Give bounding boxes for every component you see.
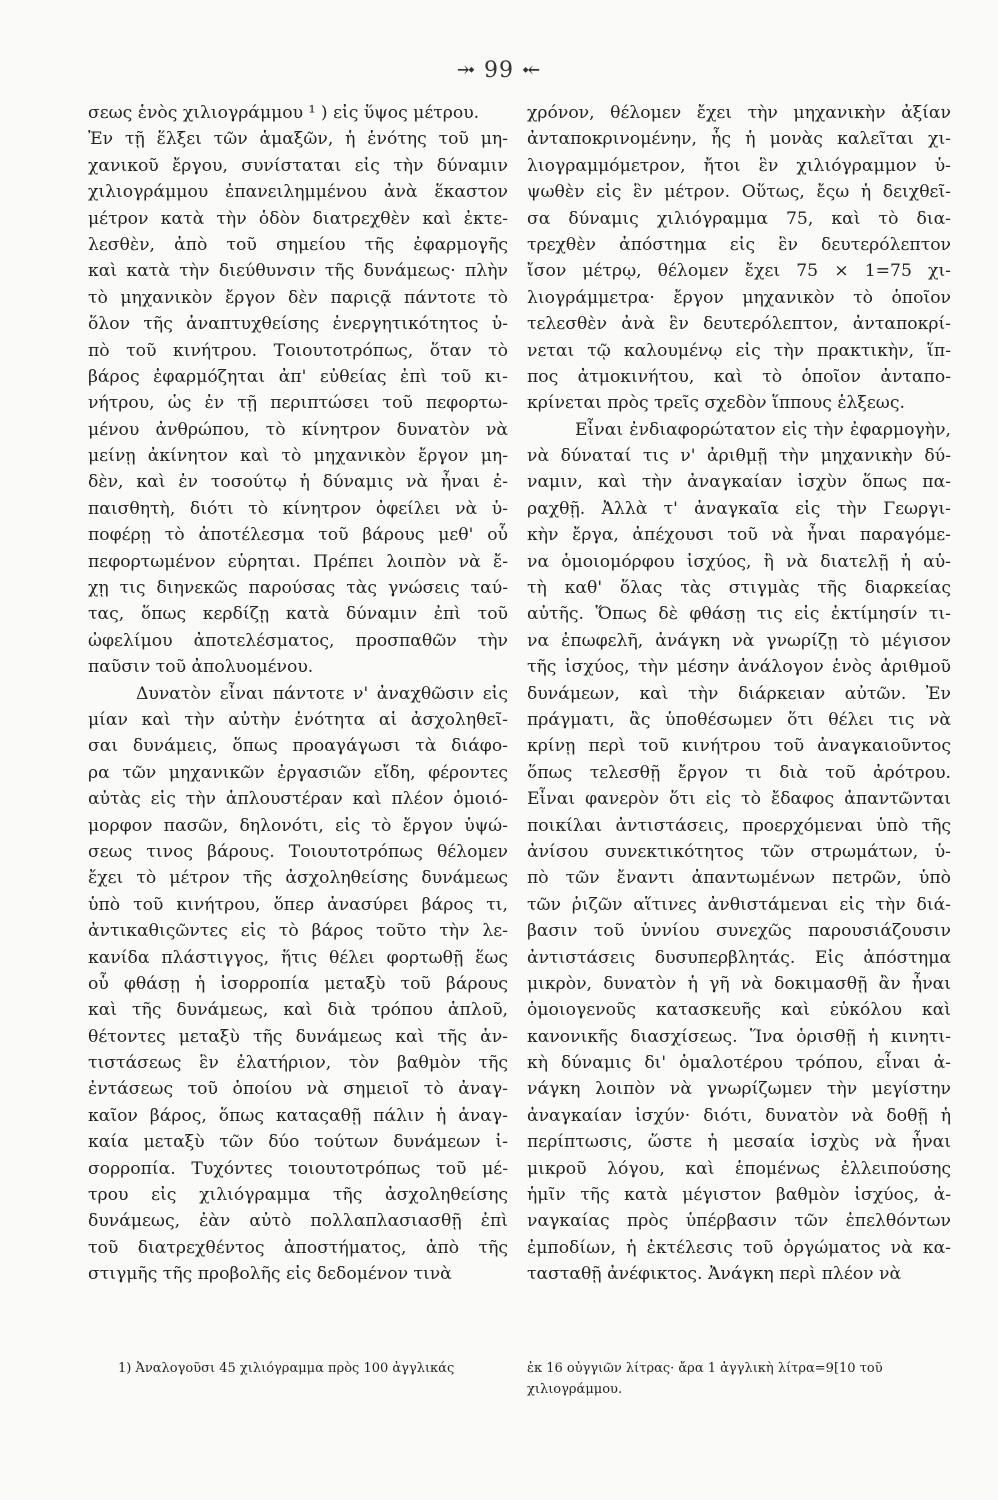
text-line: χανικοῦ ἔργου, συνίσταται εἰς τὴν δύναμιν (88, 155, 508, 176)
text-line: μίαν καὶ τὴν αὐτὴν ἑνότητα αἱ ἀσχοληθεῖ- (88, 709, 508, 730)
text-line: παῦσιν τοῦ ἀπολυομένου. (88, 657, 314, 678)
text-line: μορφον πασῶν, δηλονότι, εἰς τὸ ἔργον ὑψώ- (88, 815, 508, 836)
text-line: ρα τῶν μηχανικῶν ἐργασιῶν εἴδη, φέροντες (88, 762, 508, 783)
text-line: ὠφελίμου ἀποτελέσματος, προσπαθῶν τὴν (88, 630, 508, 651)
text-line: ὁμοιογενοῦς κατασκευῆς καὶ εὐκόλου καὶ (527, 1000, 951, 1021)
text-line: μικροῦ λόγου, καὶ ἑπομένως ἐλλειπούσης (527, 1158, 951, 1179)
left-column (88, 100, 508, 1288)
text-line: καὶ τῆς δυνάμεως, καὶ διὰ τρόπου ἁπλοῦ, (88, 1000, 508, 1021)
text-line: στιγμῆς τῆς προβολῆς εἰς δεδομένον τινὰ (88, 1264, 452, 1285)
text-line: λιογράμμετρα· ἔργον μηχανικὸν τὸ ὁποῖον (527, 287, 951, 308)
text-line: νεται τῷ καλουμένῳ εἰς τὴν πρακτικὴν, ἵπ- (527, 340, 951, 361)
text-line: ἀναγκαίαν ἰσχύν· διότι, δυνατὸν νὰ δοθῇ ἡ (527, 1105, 951, 1126)
text-line: βασιν τοῦ ὑννίου συνεχῶς παρουσιάζουσιν (527, 921, 951, 942)
text-line: ποικίλαι ἀντιστάσεις, προερχόμεναι ὑπὸ τῆς (527, 815, 951, 836)
footnote-right-line1: ἐκ 16 οὐγγιῶν λίτρας· ἄρα 1 ἀγγλικὴ λίτρα=9[10 τοῦ (527, 1361, 883, 1376)
text-line: Εἶναι ἐνδιαφορώτατον εἰς τὴν ἐφαρμογὴν, (575, 419, 951, 440)
text-line: τασταθῇ ἀνέφικτος. Ἀνάγκη περὶ πλέον νὰ (527, 1264, 902, 1285)
text-line: ναμιν, καὶ τὴν ἀναγκαίαν ἰσχὺν ὅπως πα- (527, 472, 951, 493)
text-line: κρίνῃ περὶ τοῦ κινήτρου τοῦ ἀναγκαιοῦντος (527, 736, 951, 757)
text-line: πὸ τοῦ κινήτρου. Τοιουτοτρόπως, ὅταν τὸ (88, 340, 508, 361)
text-line: σαι δυνάμεις, ὅπως προαγάγωσι τὰ διάφο- (88, 736, 508, 757)
text-line: καῖον βάρος, ὅπως καταςαθῇ πάλιν ἡ ἀναγ- (88, 1105, 508, 1126)
text-line: τρου εἰς χιλιόγραμμα τῆς ἀσχοληθείσης (88, 1185, 508, 1206)
text-line: μένου ἀνθρώπου, τὸ κίνητρον δυνατὸν νὰ (88, 419, 508, 440)
text-line: ὅπως τελεσθῇ ἔργον τι διὰ τοῦ ἀρότρου. (527, 762, 951, 783)
text-line: ποφέρῃ τὸ ἀποτέλεσμα τοῦ βάρους μεθ' οὗ (88, 525, 508, 546)
text-line: πεφορτωμένον εὑρηται. Πρέπει λοιπὸν νὰ ἔ- (88, 551, 508, 572)
text-line: παισθητὴ, διότι τὸ κίνητρον ὀφείλει νὰ ὑ- (88, 498, 508, 519)
text-line: ψωθὲν εἰς ἓν μέτρον. Οὕτως, ἔςω ἡ δειχθεῖ- (527, 182, 951, 203)
right-column (527, 100, 951, 1288)
text-line: αὐτῆς. Ὅπως δὲ φθάσῃ τις εἰς ἐκτίμησίν τι- (527, 604, 951, 625)
text-line: ἀντικαθιςῶντες εἰς τὸ βάρος τοῦτο τὴν λε- (88, 921, 508, 942)
text-line: θέτοντες μεταξὺ τῆς δυνάμεως καὶ τῆς ἀν- (88, 1026, 508, 1047)
text-line: ἀνταποκρινομένην, ἧς ἡ μονὰς καλεῖται χι- (527, 129, 951, 150)
text-line: Εἶναι φανερὸν ὅτι εἰς τὸ ἔδαφος ἀπαντῶνται (527, 789, 951, 810)
text-line: δυνάμεων, καὶ τὴν διάρκειαν αὐτῶν. Ἐν (527, 683, 951, 704)
text-line: χῃ τις διηνεκῶς παρούσας τὰς γνώσεις ταύ- (88, 578, 508, 599)
text-line: κανίδα πλάστιγγος, ἥτις θέλει φορτωθῇ ἕως (88, 947, 508, 968)
text-line: κρίνεται πρὸς τρεῖς σχεδὸν ἵππους ἑλξεως. (527, 393, 905, 414)
text-line: μείνῃ ἀκίνητον καὶ τὸ μηχανικὸν ἔργον μη- (88, 446, 508, 467)
text-line: να ὁμοιομόρφου ἰσχύος, ἢ νὰ διατελῇ ἡ αὐ- (527, 551, 951, 572)
text-line: ἀντιστάσεις δυσυπερβλητάς. Εἰς ἀπόστημα (527, 947, 951, 968)
text-line: ὑπὸ τοῦ κινήτρου, ὅπερ ἀνασύρει βάρος τι, (88, 894, 508, 915)
text-line: ἐμποδίων, ἡ ἐκτέλεσις τοῦ ὀργώματος νὰ κα- (527, 1237, 951, 1258)
text-line: βάρος ἐφαρμόζηται ἀπ' εὐθείας ἐπὶ τοῦ κι- (88, 366, 508, 387)
text-line: ραχθῇ. Ἀλλὰ τ' ἀναγκαῖα εἰς τὴν Γεωργι- (527, 498, 951, 519)
text-line: Ἐν τῇ ἕλξει τῶν ἁμαξῶν, ἡ ἑνότης τοῦ μη- (88, 129, 508, 150)
text-line: σεως τινος βάρους. Τοιουτοτρόπως θέλομεν (88, 841, 508, 862)
text-line: τας, ὅπως κερδίζῃ κατὰ δύναμιν ἐπὶ τοῦ (88, 604, 508, 625)
text-line: λεσθὲν, ἀπὸ τοῦ σημείου τῆς ἐφαρμογῆς (88, 234, 508, 255)
text-line: τὴ καθ' ὅλας τὰς στιγμὰς τῆς διαρκείας (527, 578, 951, 599)
text-line: ἴσον μέτρῳ, θέλομεν ἔχει 75 × 1=75 χι- (527, 261, 951, 282)
text-line: κανονικῆς διασχίσεως. Ἵνα ὁρισθῇ ἡ κινητι- (527, 1026, 951, 1047)
text-line: κὴν ἔργα, ἀπέχουσι τοῦ νὰ ἦναι παραγόμε- (527, 525, 951, 546)
text-line: ὅλον τῆς ἀναπτυχθείσης ἐνεργητικότητος ὑ- (88, 314, 508, 335)
text-line: μέτρον κατὰ τὴν ὁδὸν διατρεχθὲν καὶ ἐκτε- (88, 208, 508, 229)
text-line: πος ἀτμοκινήτου, καὶ τὸ ὁποῖον ἀνταπο- (527, 366, 951, 387)
text-line: πράγματι, ἂς ὑποθέσωμεν ὅτι θέλει τις νὰ (527, 709, 951, 730)
text-line: σα δύναμις χιλιόγραμμα 75, καὶ τὸ δια- (527, 208, 951, 229)
text-line: νὰ δύναταί τις ν' ἀριθμῇ τὴν μηχανικὴν δύ- (527, 446, 951, 467)
text-line: καία μεταξὺ τῶν δύο τούτων δυνάμεων ἰ- (88, 1132, 508, 1153)
text-line: δὲν, καὶ ἐν τοσούτῳ ἡ δύναμις νὰ ἦναι ἐ- (88, 472, 508, 493)
text-line: δυνάμεως, ἐὰν αὐτὸ πολλαπλασιασθῇ ἐπὶ (88, 1211, 508, 1232)
text-line: περίπτωσις, ὥστε ἡ μεσαία ἰσχὺς νὰ ἦναι (527, 1132, 951, 1153)
text-line: τῶν ῥιζῶν αἵτινες ἀνθιστάμεναι εἰς τὴν διά- (527, 894, 951, 915)
text-line: αὐτὰς εἰς τὴν ἁπλουστέραν καὶ πλέον ὁμοιό- (88, 789, 508, 810)
text-line: χιλιογράμμου ἐπανειλημμένου ἀνὰ ἕκαστον (88, 182, 508, 203)
text-line: ἔχει τὸ μέτρον τῆς ἀσχοληθείσης δυνάμεως (88, 868, 508, 889)
text-line: τοῦ διατρεχθέντος ἀποστήματος, ἀπὸ τῆς (88, 1237, 508, 1258)
text-line: ἐντάσεως τοῦ ὁποίου νὰ σημειοῖ τὸ ἀναγ- (88, 1079, 508, 1100)
text-line: σεως ἑνὸς χιλιογράμμου ¹ ) εἰς ὕψος μέτρου. (88, 103, 480, 123)
page-number: ⤞ 99 ⤝ (456, 58, 542, 83)
text-line: ναγκαίας πρὸς ὑπέρβασιν τῶν ἐπελθόντων (527, 1211, 951, 1232)
text-line: τελεσθὲν ἀνὰ ἓν δευτερόλεπτον, ἀνταποκρί- (527, 314, 951, 335)
text-line: πὸ τῶν ἔναντι ἀπαντωμένων πετρῶν, ὑπὸ (527, 868, 951, 889)
text-line: οὗ φθάσῃ ἡ ἰσορροπία μεταξὺ τοῦ βάρους (88, 973, 508, 994)
text-line: νήτρου, ὡς ἐν τῇ περιπτώσει τοῦ πεφορτω- (88, 393, 508, 414)
text-line: τιστάσεως ἓν ἐλατήριον, τὸν βαθμὸν τῆς (88, 1053, 508, 1074)
text-line: τῆς ἰσχύος, τὴν μέσην ἀνάλογον ἑνὸς ἀριθμοῦ (527, 657, 951, 678)
text-line: ἀνίσου συνεκτικότητος τῶν στρωμάτων, ὑ- (527, 841, 951, 862)
footnote-right-line2: χιλιογράμμου. (527, 1382, 623, 1397)
footnote-left: 1) Ἀναλογοῦσι 45 χιλιόγραμμα πρὸς 100 ἀγγλικάς (118, 1361, 455, 1376)
text-line: τρεχθὲν ἀπόστημα εἰς ἓν δευτερόλεπτον (527, 234, 951, 255)
text-line: νάγκη λοιπὸν νὰ γνωρίζωμεν τὴν μεγίστην (527, 1079, 951, 1100)
text-line: να ἐπωφελῆ, ἀνάγκη νὰ γνωρίζῃ τὸ μέγισον (527, 630, 951, 651)
text-line: σορροπία. Τυχόντες τοιουτοτρόπως τοῦ μέ- (88, 1158, 508, 1179)
text-line: χρόνον, θέλομεν ἔχει τὴν μηχανικὴν ἀξίαν (527, 103, 951, 123)
text-line: Δυνατὸν εἶναι πάντοτε ν' ἀναχθῶσιν εἰς (136, 683, 508, 704)
text-line: λιογραμμόμετρον, ἤτοι ἓν χιλιόγραμμον ὑ- (527, 155, 951, 176)
text-line: τὸ μηχανικὸν ἔργον δὲν παριςᾷ πάντοτε τὸ (88, 287, 508, 308)
text-line: καὶ κατὰ τὴν διεύθυνσιν τῆς δυνάμεως· πλὴν (88, 261, 508, 282)
text-line: μικρὸν, δυνατὸν ἡ γῆ νὰ δοκιμασθῇ ἂν ἦναι (527, 973, 951, 994)
text-line: ἡμῖν τῆς κατὰ μέγιστον βαθμὸν ἰσχύος, ἀ- (527, 1185, 951, 1206)
text-line: κὴ δύναμις δι' ὁμαλοτέρου τρόπου, εἶναι ἀ- (527, 1053, 951, 1074)
